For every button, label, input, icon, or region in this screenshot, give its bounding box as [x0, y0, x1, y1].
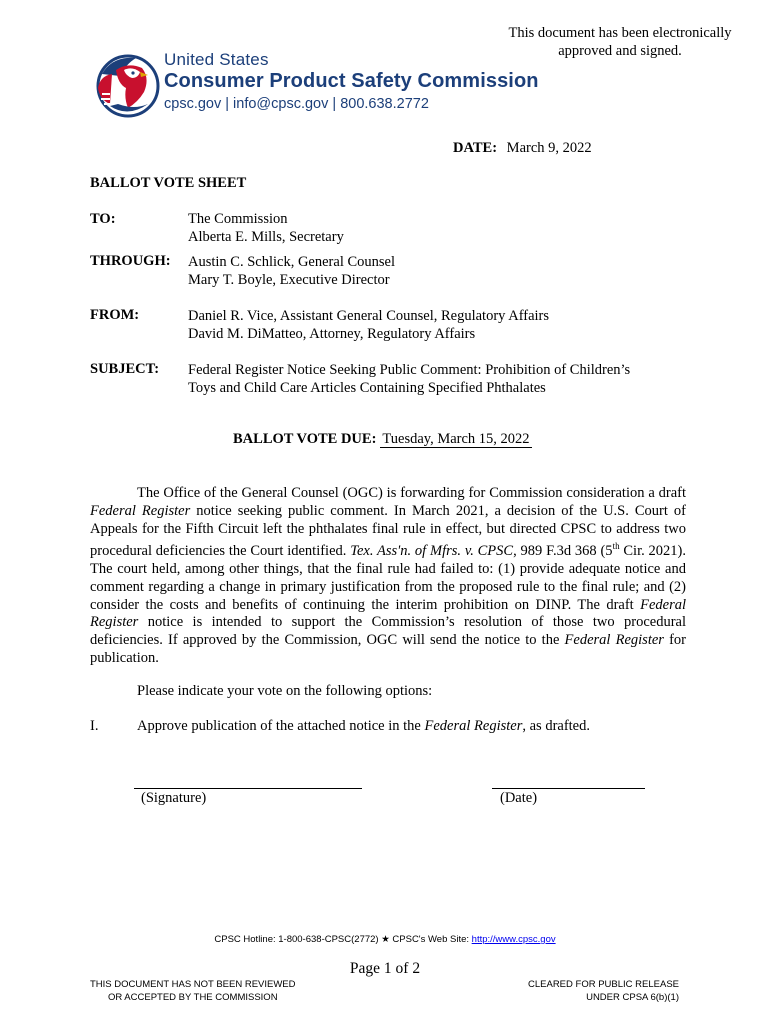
body-text-run: The Office of the General Counsel (OGC) is forwarding for Commission consideration a draft — [137, 485, 686, 501]
page-number: Page 1 of 2 — [349, 960, 421, 977]
body-text-run: for publication. — [90, 632, 687, 666]
date-field-label: (Date) — [500, 790, 538, 806]
case-citation: Tex. Ass'n. of Mfrs. v. CPSC — [350, 543, 514, 560]
hotline-footer — [0, 934, 770, 945]
memo-date — [453, 140, 592, 157]
federal-register-italic: Federal Register — [424, 718, 523, 734]
subject-line: Federal Register Notice Seeking Public Comment: Prohibition of Children’s — [188, 362, 631, 378]
website-link[interactable]: http://www.cpsc.gov — [471, 934, 556, 945]
signature-label: (Signature) — [141, 790, 207, 806]
clearance-line: UNDER CPSA 6(b)(1) — [586, 991, 679, 1003]
agency-masthead — [164, 50, 539, 112]
body-paragraph — [90, 485, 686, 668]
disclaimer-line: THIS DOCUMENT HAS NOT BEEN REVIEWED — [90, 979, 296, 990]
from-label: FROM: — [90, 307, 140, 323]
ballot-vote-due — [233, 431, 532, 448]
date-value: March 9, 2022 — [506, 140, 592, 156]
subject-label: SUBJECT: — [90, 361, 160, 377]
memo-body — [90, 485, 686, 668]
cpsc-eagle-logo-icon — [88, 48, 170, 120]
to-line: The Commission — [188, 211, 288, 227]
subject-line: Toys and Child Care Articles Containing Specified Phthalates — [188, 380, 546, 396]
option-number: I. — [90, 718, 99, 734]
through-line: Mary T. Boyle, Executive Director — [188, 272, 390, 288]
date-label: DATE: — [453, 140, 498, 156]
agency-contacts: cpsc.gov | info@cpsc.gov | 800.638.2772 — [164, 96, 429, 112]
federal-register-italic: Federal Register — [564, 632, 664, 649]
subject-value — [188, 361, 630, 397]
clearance-line: CLEARED FOR PUBLIC RELEASE — [528, 979, 679, 990]
hotline-text: CPSC Hotline: 1-800-638-CPSC(2772) — [214, 934, 379, 945]
to-line: Alberta E. Mills, Secretary — [188, 229, 344, 245]
option-text-run: , as drafted. — [522, 718, 590, 734]
through-line: Austin C. Schlick, General Counsel — [188, 254, 396, 270]
through-label: THROUGH: — [90, 253, 171, 269]
option-text — [137, 718, 590, 735]
document-title: BALLOT VOTE SHEET — [90, 175, 247, 191]
website-label: CPSC's Web Site: — [392, 934, 470, 945]
federal-register-italic: Federal Register — [90, 502, 191, 519]
from-value — [188, 307, 549, 343]
body-text-run: Cir. 2021). The court held, among other things, that the final rule had failed to: (1) provide adequate notice and comment regarding a change in primary justification from the proposed rule to the final rule; and (2) consider the costs and benefits of continuing the interim prohibition on DINP. The draft — [90, 543, 687, 613]
ballot-due-value: Tuesday, March 15, 2022 — [382, 431, 530, 447]
agency-country: United States — [164, 50, 269, 69]
body-text-run: notice is intended to support the Commission’s resolution of those two procedural deficiencies. If approved by the Commission, OGC will send the notice to the — [90, 614, 687, 649]
disclaimer-line: OR ACCEPTED BY THE COMMISSION — [107, 991, 278, 1003]
release-clearance — [519, 979, 679, 1004]
from-line: David M. DiMatteo, Attorney, Regulatory Affairs — [188, 326, 476, 342]
agency-name: Consumer Product Safety Commission — [164, 70, 539, 92]
to-label: TO: — [90, 211, 116, 227]
body-text-run: notice seeking public comment. In March 2021, a decision of the U.S. Court of Appeals for the Fifth Circuit left the phthalates final rule in effect, but directed CPSC to address two procedural deficiencies the Court identified. — [90, 502, 686, 560]
ballot-due-label: BALLOT VOTE DUE: — [233, 431, 377, 447]
option-text-run: Approve publication of the attached notice in the — [137, 718, 421, 734]
through-value — [188, 253, 395, 289]
vote-instruction: Please indicate your vote on the following options: — [137, 683, 433, 699]
federal-register-italic: Federal Register — [90, 596, 687, 631]
notice-line-2: approved and signed. — [558, 43, 682, 59]
body-text-run: , 989 F.3d 368 (5 — [513, 543, 613, 560]
star-icon: ★ — [381, 934, 390, 945]
date-line[interactable] — [492, 788, 645, 789]
superscript: th — [612, 541, 620, 552]
notice-line-1: This document has been electronically — [508, 25, 732, 41]
signature-line[interactable] — [134, 788, 362, 789]
to-value — [188, 210, 344, 246]
review-disclaimer — [90, 979, 296, 1004]
from-line: Daniel R. Vice, Assistant General Counsel, Regulatory Affairs — [188, 308, 550, 324]
